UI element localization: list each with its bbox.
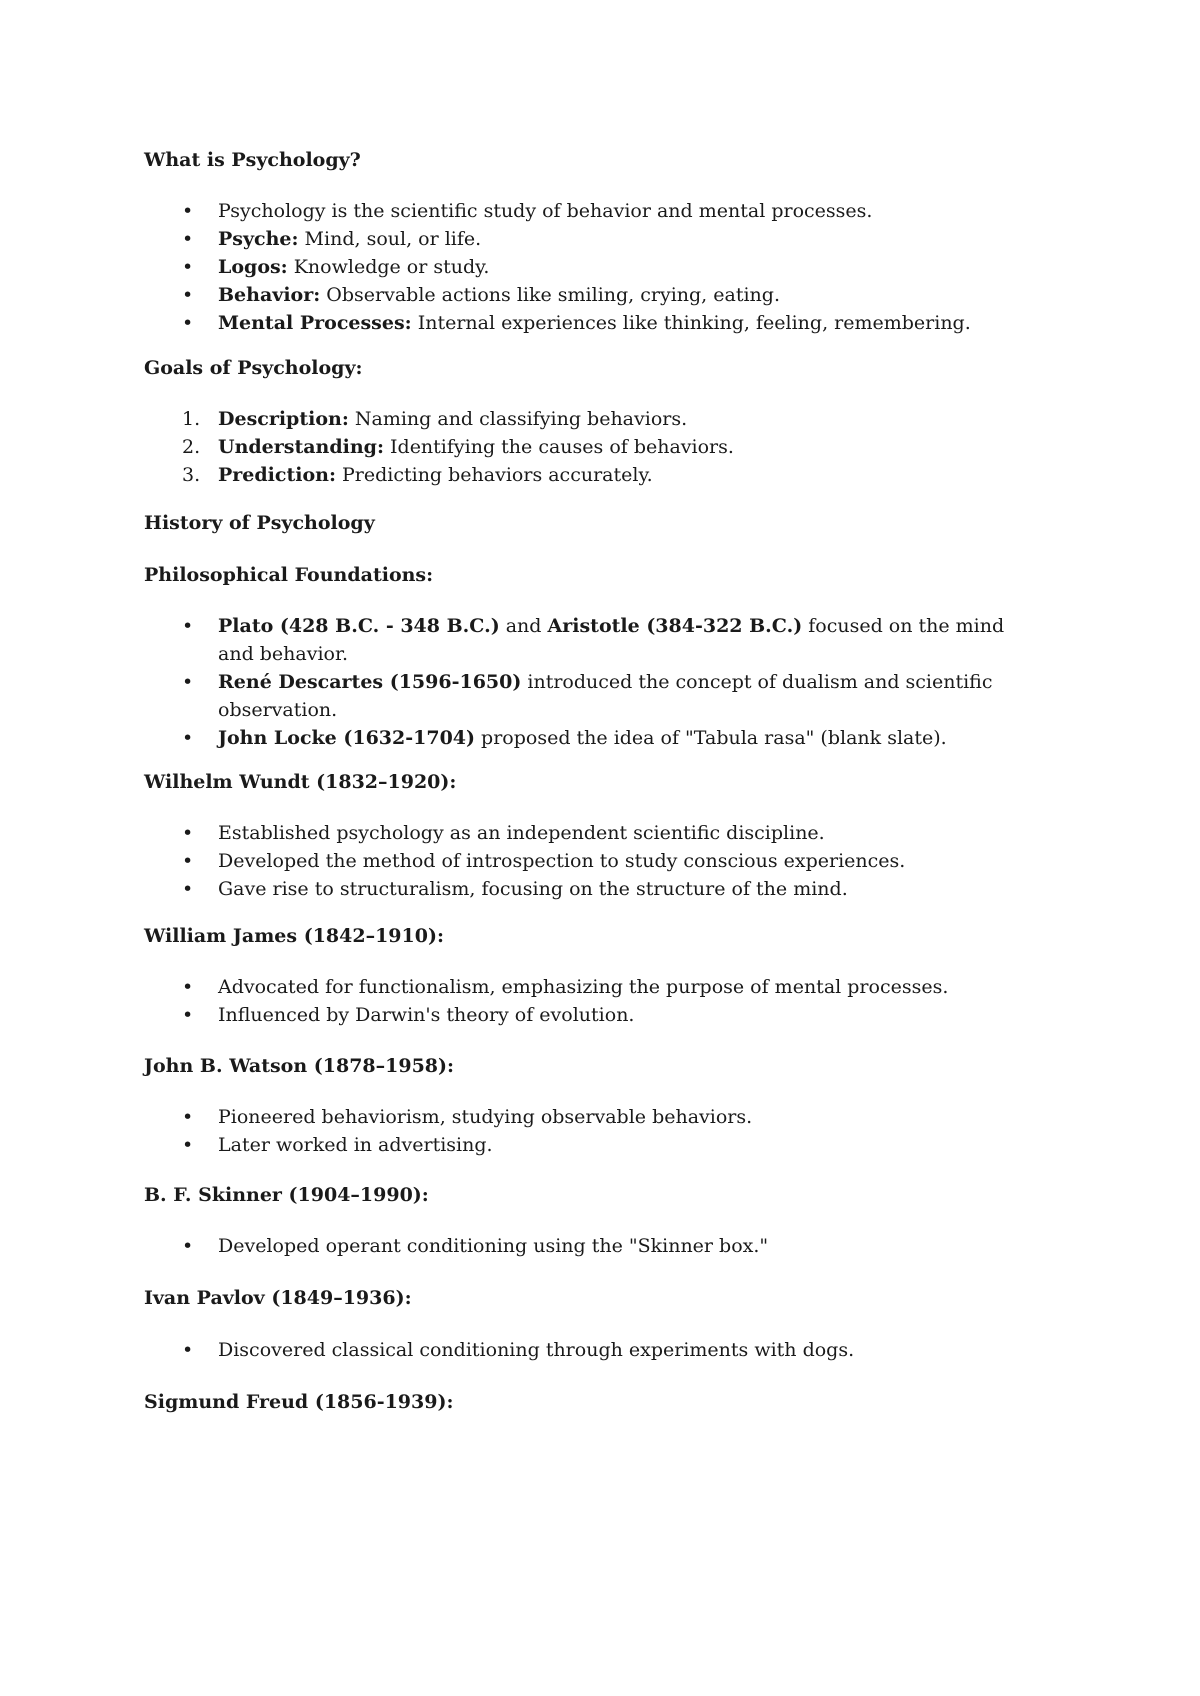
bullet-icon: •: [182, 256, 194, 278]
list-item: • Influenced by Darwin's theory of evolution.: [144, 1001, 1044, 1029]
section-heading: B. F. Skinner (1904–1990):: [144, 1184, 429, 1206]
james-list: [144, 973, 1044, 1029]
bullet-icon: •: [182, 822, 194, 844]
section-heading: What is Psychology?: [144, 149, 361, 171]
list-item: • John Locke (1632-1704) proposed the idea of "Tabula rasa" (blank slate).: [144, 724, 1044, 752]
list-item: • Developed operant conditioning using the "Skinner box.": [144, 1232, 1044, 1260]
goals-list: [144, 405, 1044, 489]
section-watson: [144, 1052, 1044, 1080]
section-philosophical: [144, 561, 1044, 589]
bullet-icon: •: [182, 312, 194, 334]
bullet-icon: •: [182, 228, 194, 250]
list-item: • Later worked in advertising.: [144, 1131, 1044, 1159]
list-item: • Plato (428 B.C. - 348 B.C.) and Aristotle (384-322 B.C.) focused on the mind and behavior.: [144, 612, 1044, 668]
bullet-icon: •: [182, 1339, 194, 1361]
list-item: • Mental Processes: Internal experiences like thinking, feeling, remembering.: [144, 309, 1044, 337]
philosophical-list: [144, 612, 1044, 752]
list-item: • Psychology is the scientific study of behavior and mental processes.: [144, 197, 1044, 225]
bullet-icon: •: [182, 976, 194, 998]
section-heading: Goals of Psychology:: [144, 357, 363, 379]
section-pavlov: [144, 1284, 1044, 1312]
section-heading: Sigmund Freud (1856-1939):: [144, 1391, 454, 1413]
pavlov-list: [144, 1336, 1044, 1364]
section-freud: [144, 1388, 1044, 1416]
list-item: 2. Understanding: Identifying the causes of behaviors.: [144, 433, 1044, 461]
skinner-list: [144, 1232, 1044, 1260]
list-number: 3.: [182, 464, 201, 486]
section-heading: Philosophical Foundations:: [144, 564, 434, 586]
list-item: • Pioneered behaviorism, studying observable behaviors.: [144, 1103, 1044, 1131]
list-item: • Advocated for functionalism, emphasizing the purpose of mental processes.: [144, 973, 1044, 1001]
list-item: • Discovered classical conditioning through experiments with dogs.: [144, 1336, 1044, 1364]
section-heading: Wilhelm Wundt (1832–1920):: [144, 771, 457, 793]
section-what-is-psychology: [144, 146, 1044, 174]
list-item: 1. Description: Naming and classifying behaviors.: [144, 405, 1044, 433]
list-item: • Psyche: Mind, soul, or life.: [144, 225, 1044, 253]
section-skinner: [144, 1181, 1044, 1209]
bullet-icon: •: [182, 1106, 194, 1128]
section-heading: History of Psychology: [144, 512, 375, 534]
bullet-icon: •: [182, 1235, 194, 1257]
bullet-icon: •: [182, 200, 194, 222]
list-item: • Established psychology as an independent scientific discipline.: [144, 819, 1044, 847]
list-item: • René Descartes (1596-1650) introduced the concept of dualism and scientific observation.: [144, 668, 1044, 724]
watson-list: [144, 1103, 1044, 1159]
section-james: [144, 922, 1044, 950]
bullet-icon: •: [182, 284, 194, 306]
section-history: [144, 509, 1044, 537]
bullet-icon: •: [182, 1134, 194, 1156]
section-heading: John B. Watson (1878–1958):: [144, 1055, 455, 1077]
section-goals: [144, 354, 1044, 382]
bullet-icon: •: [182, 850, 194, 872]
bullet-icon: •: [182, 878, 194, 900]
list-item: • Behavior: Observable actions like smiling, crying, eating.: [144, 281, 1044, 309]
list-item: • Gave rise to structuralism, focusing on the structure of the mind.: [144, 875, 1044, 903]
bullet-icon: •: [182, 671, 194, 693]
wundt-list: [144, 819, 1044, 903]
list-item: • Logos: Knowledge or study.: [144, 253, 1044, 281]
list-item: 3. Prediction: Predicting behaviors accurately.: [144, 461, 1044, 489]
list-number: 1.: [182, 408, 201, 430]
what-list: [144, 197, 1044, 337]
section-heading: Ivan Pavlov (1849–1936):: [144, 1287, 412, 1309]
bullet-icon: •: [182, 615, 194, 637]
section-heading: William James (1842–1910):: [144, 925, 444, 947]
bullet-icon: •: [182, 727, 194, 749]
list-item: • Developed the method of introspection to study conscious experiences.: [144, 847, 1044, 875]
section-wundt: [144, 768, 1044, 796]
bullet-icon: •: [182, 1004, 194, 1026]
list-number: 2.: [182, 436, 201, 458]
